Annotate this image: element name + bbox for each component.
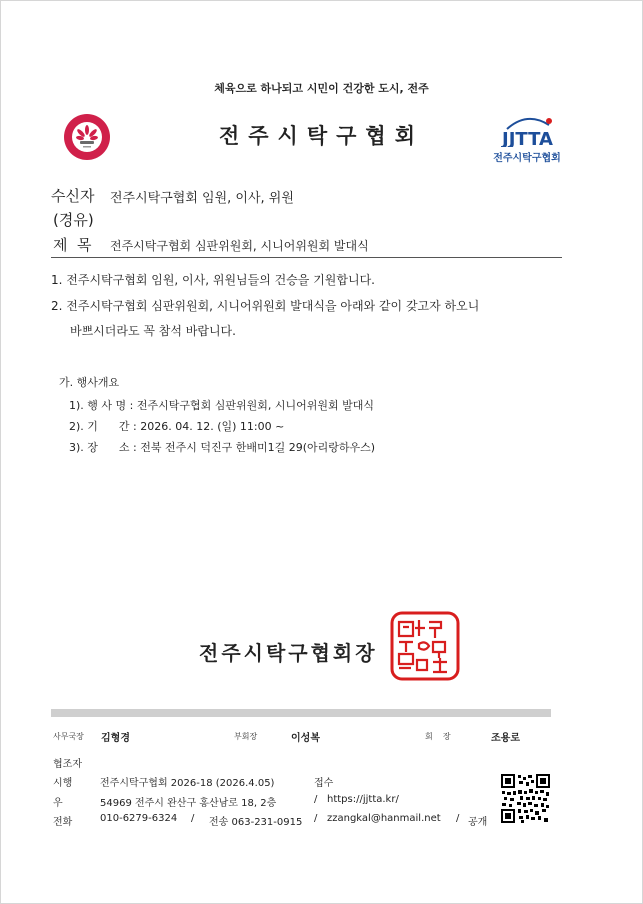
subject-value: 전주시탁구협회 심판위원회, 시니어위원회 발대식 [110,239,369,253]
email-link[interactable]: zzangkal@hanmail.net [327,813,441,824]
qr-code-icon[interactable] [501,774,550,823]
receipt-label: 접수 [314,778,334,789]
approval-name-3: 조용로 [491,733,520,744]
url-separator: / [314,794,318,805]
jjtta-logo [487,113,571,164]
approval-role-1: 사무국장 [53,732,84,741]
event-row-value: 전주시탁구협회 심판위원회, 시니어위원회 발대식 [136,399,375,412]
svg-text:JJTTA: JJTTA [502,129,553,147]
body-item-2-line-1: 2. 전주시탁구협회 심판위원회, 시니어위원회 발대식을 아래와 같이 갖고자 하오니 [51,299,480,313]
organization-title: 전주시탁구협회 [218,124,424,148]
phone-number: 010-6279-6324 [100,813,178,824]
recipient-value: 전주시탁구협회 임원, 이사, 위원 [110,191,294,206]
event-row-sep: : [133,420,137,433]
event-row-label: 3). 장 소 [69,441,130,454]
event-row-value: 2026. 04. 12. (일) 11:00 ~ [140,420,285,433]
official-seal-stamp [389,610,461,682]
logo-caption: 전주시탁구협회 [493,153,561,164]
approval-role-3: 회 장 [425,732,451,741]
approval-name-1: 김형경 [101,733,130,744]
phone-label: 전화 [53,817,73,828]
disclosure-status: 공개 [468,817,488,828]
slogan: 체육으로 하나되고 시민이 건강한 도시, 전주 [214,82,429,95]
signature-title: 전주시탁구협회장 [199,641,378,665]
email-separator: / [314,813,318,824]
event-row-label: 1). 행 사 명 [69,399,127,412]
cooperator-label: 협조자 [53,759,82,770]
website-link[interactable]: https://jjtta.kr/ [327,794,399,805]
recipient-label: 수신자 [51,187,95,205]
postal-address: 54969 전주시 완산구 홍산남로 18, 2층 [100,798,277,809]
approval-bar [51,709,551,717]
subject-label: 제 목 [53,236,92,254]
fax-number: 전송 063-231-0915 [209,817,303,828]
event-row-label: 2). 기 간 [69,420,130,433]
event-row [69,397,374,413]
subject-divider [51,257,562,258]
event-row [69,439,375,455]
postal-label: 우 [53,798,63,809]
event-row-sep: : [129,399,134,412]
via-label: (경유) [53,211,94,229]
body-item-1: 1. 전주시탁구협회 임원, 이사, 위원님들의 건승을 기원합니다. [51,273,375,287]
jjtta-mark-icon [487,113,571,147]
event-row-value: 전북 전주시 덕진구 한배미1길 29(아리랑하우스) [140,441,376,454]
event-row [69,418,284,434]
event-row-sep: : [133,441,137,454]
approval-role-2: 부회장 [234,732,258,741]
exec-label: 시행 [53,778,73,789]
public-separator: / [456,813,460,824]
fax-separator: / [191,813,195,824]
approval-name-2: 이성복 [291,733,320,744]
event-heading: 가. 행사개요 [59,376,120,389]
exec-value: 전주시탁구협회 2026-18 (2026.4.05) [100,778,275,789]
body-item-2-line-2: 바쁘시더라도 꼭 참석 바랍니다. [70,324,236,338]
